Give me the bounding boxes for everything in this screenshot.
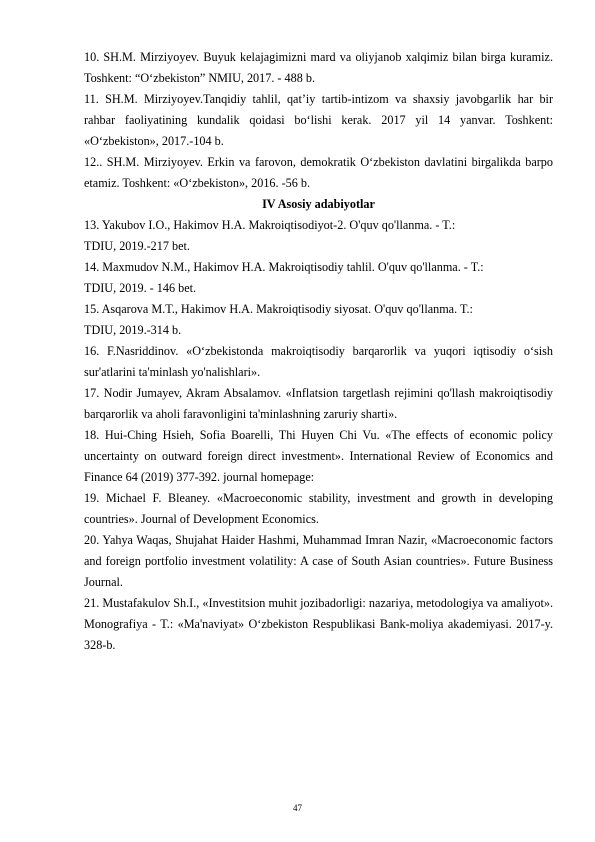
reference-21: 21. Mustafakulov Sh.I., «Investitsion muhit jozibadorligi: nazariya, metodologiya va amaliyot». Monografiya - T.: «Ma'naviyat» O‘zbekiston Respublikasi Bank-moliya akademiyasi. 2017-y. 328-b. xyxy=(84,596,553,652)
reference-13-line2: TDIU, 2019.-217 bet. xyxy=(84,239,190,253)
reference-18: 18. Hui-Ching Hsieh, Sofia Boarelli, Thi Huyen Chi Vu. «The effects of economic policy uncertainty on outward foreign direct investment». International Review of Economics and Finance 64 (2019) 377-392. journal homepage: xyxy=(84,428,553,484)
reference-15-line2: TDIU, 2019.-314 b. xyxy=(84,323,182,337)
reference-20: 20. Yahya Waqas, Shujahat Haider Hashmi, Muhammad Imran Nazir, «Macroeconomic factors and foreign portfolio investment volatility: A case of South Asian countries». Future Business Journal. xyxy=(84,533,553,589)
reference-12: 12.. SH.M. Mirziyoyev. Erkin va farovon, demokratik O‘zbekiston davlatini birgalikda barpo etamiz. Toshkent: «O‘zbekiston», 2016. -56 b. xyxy=(84,155,553,190)
reference-13-line1: 13. Yakubov I.O., Hakimov H.A. Makroiqtisodiyot-2. O'quv qo'llanma. - T.: xyxy=(84,218,456,232)
reference-19: 19. Michael F. Bleaney. «Macroeconomic stability, investment and growth in developing countries». Journal of Development Economics. xyxy=(84,491,553,526)
section-heading: IV Asosiy adabiyotlar xyxy=(262,197,375,211)
reference-15-line1: 15. Asqarova M.T., Hakimov H.A. Makroiqtisodiy siyosat. O'quv qo'llanma. T.: xyxy=(84,302,473,316)
page-number: 47 xyxy=(293,803,302,813)
reference-14-line2: TDIU, 2019. - 146 bet. xyxy=(84,281,197,295)
reference-14-line1: 14. Maxmudov N.M., Hakimov H.A. Makroiqtisodiy tahlil. O'quv qo'llanma. - T.: xyxy=(84,260,484,274)
reference-10: 10. SH.M. Mirziyoyev. Buyuk kelajagimizni mard va oliyjanob xalqimiz bilan birga kuramiz. Toshkent: “O‘zbekiston” NMIU, 2017. - 488 b. xyxy=(84,50,553,85)
page-content xyxy=(84,47,553,656)
reference-11: 11. SH.M. Mirziyoyev.Tanqidiy tahlil, qat’iy tartib-intizom va shaxsiy javobgarlik har bir rahbar faoliyatining kundalik qoidasi bo‘lishi kerak. 2017 yil 14 yanvar. Toshkent: «O‘zbekiston», 2017.-104 b. xyxy=(84,92,553,148)
reference-16: 16. F.Nasriddinov. «O‘zbekistonda makroiqtisodiy barqarorlik va yuqori iqtisodiy o‘sish sur'atlarini ta'minlash yo'nalishlari». xyxy=(84,344,553,379)
reference-17: 17. Nodir Jumayev, Akram Absalamov. «Inflatsion targetlash rejimini qo'llash makroiqtisodiy barqarorlik va aholi faravonligini ta'minlashning zaruriy sharti». xyxy=(84,386,553,421)
